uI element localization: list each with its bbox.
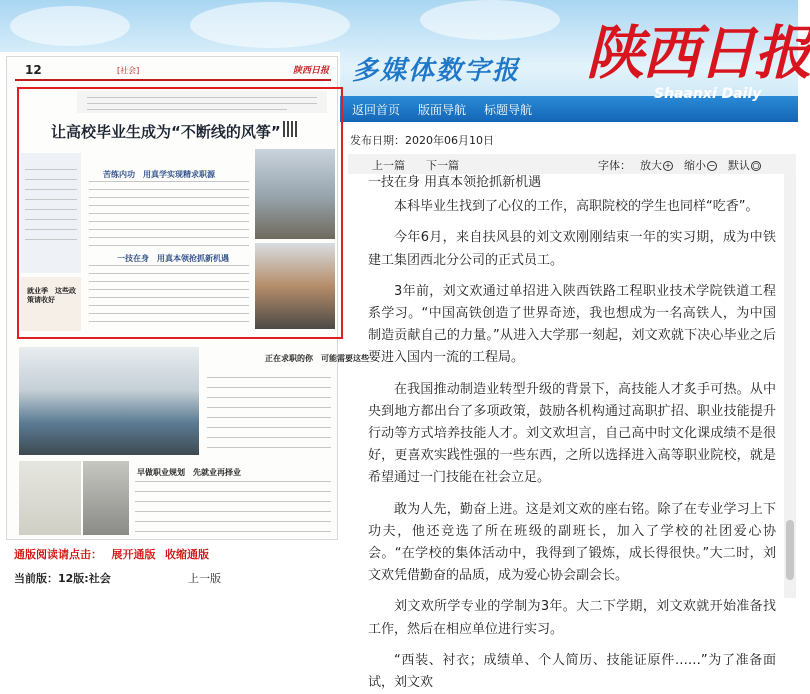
- thumb-subhead: 正在求职的你 可能需要这些: [265, 354, 369, 363]
- thumb-text-line: [135, 491, 331, 492]
- thumb-subhead: 苦练内功 用真学实现精求职源: [103, 170, 215, 179]
- zoom-out-label: 缩小: [684, 159, 706, 172]
- prev-article-link[interactable]: 上一篇: [372, 159, 405, 172]
- nav-title-navigation[interactable]: 标题导航: [484, 103, 533, 117]
- thumb-text-line: [135, 531, 331, 532]
- header-decoration: [10, 6, 130, 46]
- article-paragraph: 敢为人先，勤奋上进。这是刘文欢的座右铭。除了在专业学习上下功夫，他还竞选了所在班级的副班长，加入了学校的社团爱心协会。“在学校的集体活动中，我得到了锻炼，成长得很快。”大二时，刘文欢凭借勤奋的品质，成为爱心协会副会长。: [368, 501, 776, 584]
- plus-icon: +: [664, 161, 672, 170]
- thumb-subhead: 一技在身 用真本领抢抓新机遇: [117, 254, 229, 263]
- scrollbar-thumb[interactable]: [786, 520, 794, 580]
- thumb-masthead: 陕西日报: [293, 66, 330, 76]
- thumb-page-number: 12: [25, 63, 42, 77]
- article-body: [368, 172, 776, 691]
- default-size-button[interactable]: [728, 157, 761, 173]
- thumb-text-line: [207, 447, 331, 448]
- thumb-text-line: [207, 387, 331, 388]
- thumb-text-line: [207, 437, 331, 438]
- thumb-subhead: 早做职业规划 先就业再择业: [137, 468, 241, 477]
- article-paragraph: 在我国推动制造业转型升级的背景下，高技能人才炙手可热。从中央到地方都出台了多项政策，鼓励各机构通过高职扩招、职业技能提升行动等方式培养技能人才。刘文欢坦言，自己高中时文化课成绩不是很好，更喜欢实践性强的一些东西，之所以选择进入高等职业院校，就是希望通过一门技能在社会立足。: [368, 381, 776, 486]
- thumb-text-line: [207, 407, 331, 408]
- thumb-text-line: [207, 427, 331, 428]
- minus-icon: −: [708, 161, 716, 170]
- thumb-section: [社会]: [117, 66, 140, 75]
- newspaper-page-image[interactable]: [6, 56, 369, 540]
- next-article-link[interactable]: 下一篇: [426, 159, 459, 172]
- full-page-links: [14, 546, 209, 562]
- nav-home[interactable]: 返回首页: [352, 103, 401, 117]
- shaanxi-daily-logo: 陕西日报: [586, 19, 810, 87]
- thumb-photo-jobfair: [19, 347, 199, 455]
- article-paragraph: 刘文欢所学专业的学制为3年。大二下学期，刘文欢就开始准备找工作，然后在相应单位进行实习。: [368, 599, 776, 637]
- publish-date: 发布日期：2020年06月10日: [350, 134, 494, 147]
- article-paragraph: 今年6月，来自扶风县的刘文欢刚刚结束一年的实习期，成为中铁建工集团西北分公司的正式员工。: [368, 230, 776, 268]
- thumb-photo-person: [83, 461, 129, 535]
- full-page-label: 通版阅读请点击：: [14, 548, 102, 561]
- current-page-label: 当前版：12版:社会: [14, 572, 111, 585]
- logo-english: Shaanxi Daily: [654, 86, 762, 102]
- default-size-label: 默认: [728, 159, 750, 172]
- zoom-in-button[interactable]: [640, 157, 673, 173]
- thumb-text-line: [207, 417, 331, 418]
- header-decoration: [190, 2, 350, 48]
- thumb-photo-document: [19, 461, 81, 535]
- prev-page-link[interactable]: 上一版: [188, 572, 221, 585]
- zoom-in-label: 放大: [640, 159, 662, 172]
- article-paragraph: 3年前，刘文欢通过单招进入陕西铁路工程职业技术学院铁道工程系学习。“中国高铁创造了世界奇迹，我也想成为一名高铁人，为中国制造贡献自己的力量。”从进入大学那一刻起，刘文欢就下决心毕业之后要进入国内一流的工程局。: [368, 283, 776, 366]
- thumb-text-line: [135, 511, 331, 512]
- thumb-policy-title: 就业季 这些政策请收好: [27, 287, 76, 304]
- thumb-text-line: [135, 521, 331, 522]
- expand-full-page-link[interactable]: 展开通版: [111, 548, 156, 561]
- article-paragraph: “西装、衬衣；成绩单、个人简历、技能证原件……”为了准备面试，刘文欢: [368, 652, 776, 691]
- article-scrollbar[interactable]: [784, 174, 796, 598]
- thumb-text-line: [135, 501, 331, 502]
- collapse-full-page-link[interactable]: 收缩通版: [165, 548, 209, 561]
- paper-title: 多媒体数字报: [352, 56, 521, 86]
- thumb-text-line: [135, 481, 331, 482]
- article-subheading: 一技在身 用真本领抢抓新机遇: [368, 175, 542, 190]
- reset-icon: ○: [752, 161, 760, 170]
- page-image-panel: [0, 52, 369, 598]
- font-size-label: 字体：: [598, 159, 631, 172]
- article-toolbar: [348, 154, 796, 174]
- thumb-headline: 让高校毕业生成为“不断线的风筝”: [51, 123, 281, 141]
- nav-page-navigation[interactable]: 版面导航: [418, 103, 467, 117]
- header-decoration: [420, 0, 560, 40]
- thumb-rule: [15, 79, 331, 81]
- article-paragraph: 本科毕业生找到了心仪的工作，高职院校的学生也同样“吃香”。: [394, 199, 759, 215]
- zoom-out-button[interactable]: [684, 157, 717, 173]
- selected-article-highlight[interactable]: [17, 87, 343, 339]
- thumb-text-line: [207, 377, 331, 378]
- thumb-text-line: [207, 397, 331, 398]
